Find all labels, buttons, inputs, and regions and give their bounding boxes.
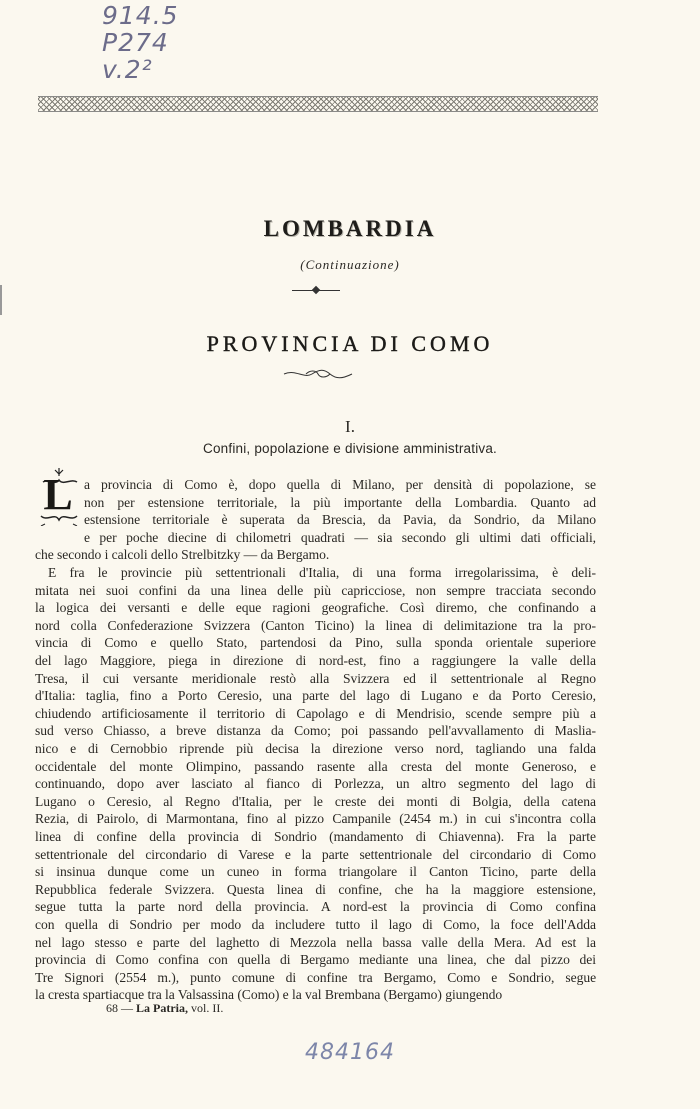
footer-dash: —	[121, 1001, 133, 1015]
page-title: LOMBARDIA	[263, 216, 437, 241]
library-stamp-number: 484164	[305, 1040, 395, 1065]
body-text-line: nord colla Confederazione Svizzera (Canton Ticino) la linea di delimitazione tra la pro-	[35, 617, 596, 633]
body-text-line: che secondo i calcoli dello Strelbitzky — da Bergamo.	[35, 547, 330, 563]
body-text-line: E fra le provincie più settentrionali d'Italia, di una forma irregolarissima, è deli-	[48, 565, 597, 580]
body-text-line: nico e di Cernobbio riprende più decisa la direzione verso nord, tagliando una falda	[35, 741, 596, 756]
call-number-line: v.2²	[102, 55, 153, 84]
dropcap-letter: L	[43, 470, 73, 519]
page-edge-mark	[0, 285, 2, 315]
body-text-line: e per poche diecine di chilometri quadrati — sia secondo gli ultimi dati officiali,	[84, 529, 597, 545]
body-text-line: sud verso Chiasso, a breve distanza da Como; poi passando pell'avvallamento di Maslia-	[35, 723, 596, 739]
body-text-line: mitata nei suoi confini da una linea delle più capricciose, non sempre tracciata secondo	[35, 582, 596, 598]
body-text-line: la cresta spartiacque tra la Valsassina (Como) e la val Brembana (Bergamo) giungendo	[35, 987, 503, 1003]
page-subtitle: (Continuazione)	[300, 257, 400, 272]
body-text-line: con quella di Sondrio per modo da includere tutto il lago di Como, la foce dell'Adda	[35, 917, 596, 932]
province-title-text: PROVINCIA DI COMO	[206, 331, 494, 356]
body-text-line: si insinua dunque come un cuneo in forma triangolare il Canton Ticino, parte della	[35, 864, 597, 880]
footer-volume: vol. II.	[191, 1001, 224, 1015]
body-text-line: a provincia di Como è, dopo quella di Milano, per densità di popolazione, se	[84, 477, 596, 492]
body-text-line: Repubblica federale Svizzera. Questa linea di confine, che ha la maggiore estensione,	[35, 881, 596, 897]
province-title	[0, 331, 700, 357]
body-text-line: linea di confine della provincia di Sondrio (mandamento di Chiavenna). Fra la parte	[35, 829, 596, 844]
body-text-line: Lugano o Ceresio, al Regno d'Italia, per le creste dei monti di Bolgia, della catena	[35, 793, 597, 809]
footer-work-title: La Patria,	[136, 1001, 188, 1015]
body-text-line: Tre Signori (2554 m.), punto comune di confine tra Bergamo, Como e Sondrio, segue	[35, 969, 597, 985]
chapter-number: I.	[345, 417, 355, 436]
body-text-line: continuando, dopo aver lasciato al fianco di Porlezza, un altro segmento del lago di	[35, 776, 596, 792]
library-call-number	[102, 2, 179, 83]
body-text-line: occidentale del monte Olimpino, passando rasente alla cresta del monte Generoso, e	[35, 758, 597, 774]
page-footer	[106, 1001, 223, 1016]
call-number-line: P274	[102, 28, 169, 57]
body-text-line: Tresa, il cui versante meridionale restò alla Svizzera ed il settentrionale al Regno	[35, 670, 596, 686]
body-text-line: d'Italia: taglia, fino a Porto Ceresio, una parte del lago di Lugano e da Porto Ceresio,	[35, 688, 597, 704]
footer-page-number: 68	[106, 1001, 118, 1015]
call-number-line: 914.5	[102, 1, 179, 30]
body-text-line: settentrionale del circondario di Varese e la parte settentrionale del circondario di Como	[35, 846, 596, 862]
body-text-line: estensione territoriale è superata da Brescia, da Pavia, da Sondrio, da Milano	[84, 512, 597, 528]
body-text-line: nel lago stesso e parte del laghetto di Mezzola nella bassa valle della Mera. Ad est la	[35, 934, 596, 950]
body-text-line: non per estensione territoriale, la più importante della Lombardia. Quanto ad	[84, 494, 596, 510]
flourish-ornament-icon	[282, 368, 354, 380]
body-text-line: chiudendo artificiosamente il territorio di Capolago e di Mendrisio, scende sempre più a	[35, 705, 597, 721]
title-divider-ornament	[312, 286, 320, 294]
body-text-line: vincia di Como e quello Stato, partendosi da Pino, sulla sponda orientale superiore	[35, 635, 597, 651]
body-text-line: del lago Maggiore, piega in direzione di nord-est, fino a raggiungere la valle della	[35, 653, 596, 668]
body-text-line: segue tutta la parte nord della provincia. A nord-est la provincia di Como confina	[35, 899, 596, 915]
section-heading: Confini, popolazione e divisione amministrativa.	[203, 441, 497, 456]
body-text-line: Rezia, di Pairolo, di Marmontana, fino al pizzo Campanile (2454 m.) in cui s'incontra colla	[35, 811, 597, 827]
decorative-border	[38, 96, 598, 112]
body-text-line: la logica dei versanti e delle eque ragioni geografiche. Così diremo, che confinando a	[35, 600, 596, 616]
body-text-line: provincia di Como confina con quella di Bergamo mediante una linea, che dal pizzo dei	[35, 952, 596, 968]
